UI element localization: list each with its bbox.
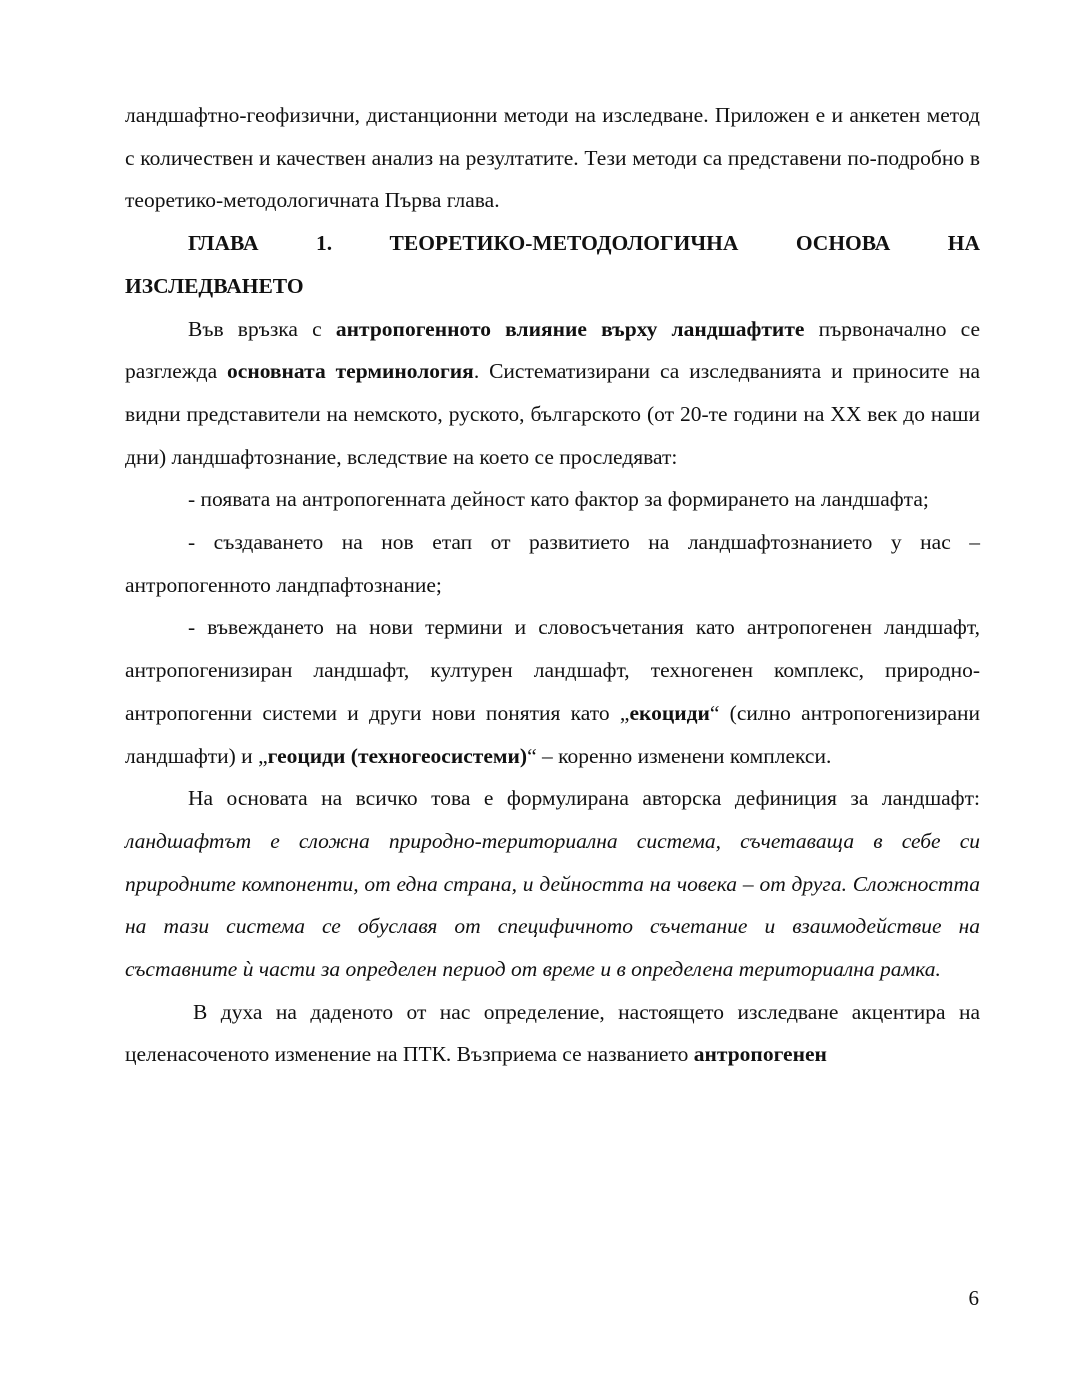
- term-geocides: геоциди (техногеосистеми): [267, 743, 528, 768]
- chapter-heading: [125, 222, 980, 307]
- definition-lead: На основата на всичко това е формулирана авторска дефиниция за ландшафт:: [188, 786, 980, 811]
- last-bold: антропогенен: [693, 1042, 827, 1067]
- term-ecocides: екоциди: [629, 700, 710, 725]
- terminology-text-3: . Систематизирани са изследванията и приносите на видни представители на немското, руското, българското (от 20-те години на XX век до наши дни) ландшафтознание, вследствие на което се проследяват:: [125, 359, 980, 469]
- terminology-bold-2: основната терминология: [227, 359, 474, 384]
- list-item: [125, 606, 980, 777]
- list-item-text: - създаването на нов етап от развитието на ландшафтознанието у нас – антропогенното ландпафтознание;: [125, 530, 980, 597]
- list-item: [125, 521, 980, 606]
- list-item-text: “ (силно антропогенизирани ландшафти) и „: [125, 700, 981, 768]
- list-item: [125, 478, 980, 521]
- page-number: 6: [968, 1286, 979, 1310]
- definition-italic: ландшафтът е сложна природно-териториална система, съчетаваща в себе си природните компоненти, от една страна, и дейността на човека – от друга. Сложността на тази система се обуславя от специфичното съчетание и взаимодействие на съставните ѝ части за определен период от време и в определена териториална рамка.: [125, 828, 980, 982]
- terminology-bold-1: антропогенното влияние върху ландшафтите: [335, 316, 805, 341]
- paragraph-intro: [125, 94, 980, 222]
- document-body: [125, 94, 980, 1076]
- list-item-text: - появата на антропогенната дейност като фактор за формирането на ландшафта;: [188, 487, 929, 512]
- list-item-text: - въвеждането на нови термини и словосъчетания като антропогенен ландшафт, антропогенизиран ландшафт, културен ландшафт, техногенен комплекс, природно-антропогенни системи и други нови понятия като „: [125, 615, 980, 725]
- intro-text: ландшафтно-геофизични, дистанционни методи на изследване. Приложен е и анкетен метод с количествен и качествен анализ на резултатите. Тези методи са представени по-подробно в теоретико-методологичната Първа глава.: [125, 103, 980, 213]
- terminology-text-1: Във връзка с: [188, 316, 336, 341]
- last-text: В духа на даденото от нас определение, настоящето изследване акцентира на целенасоченото изменение на ПТК. Възприема се названието: [125, 999, 980, 1067]
- list-item-text: “ – коренно изменени комплекси.: [527, 743, 832, 768]
- paragraph-terminology: [125, 308, 980, 479]
- chapter-heading-text: ГЛАВА 1. ТЕОРЕТИКО-МЕТОДОЛОГИЧНА ОСНОВА НА ИЗСЛЕДВАНЕТО: [125, 231, 980, 298]
- paragraph-definition: [125, 777, 980, 991]
- terminology-text-2: първоначално се разглежда: [125, 316, 981, 384]
- paragraph-last: [125, 991, 980, 1076]
